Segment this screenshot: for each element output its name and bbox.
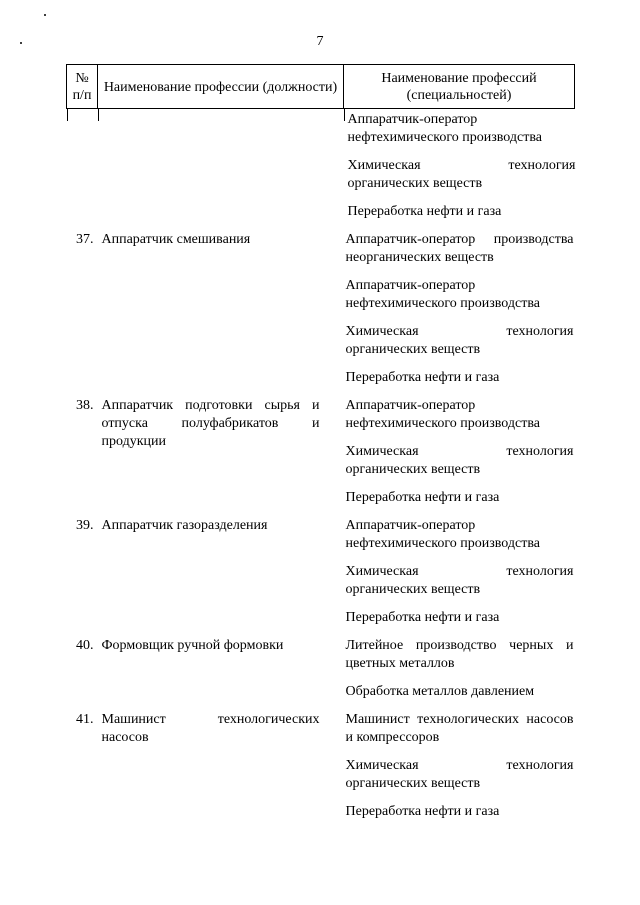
row-number: 39. <box>76 518 94 533</box>
specialty-item: Литейное производство черных и цветных металлов <box>345 638 574 671</box>
specialty-item: Химическая технология органических веществ <box>345 564 574 597</box>
specialty-item: Переработка нефти и газа <box>345 490 500 505</box>
specialty-list <box>344 637 575 701</box>
profession-name: Аппаратчик подготовки сырья и отпуска полуфабрикатов и продукции <box>101 398 320 449</box>
specialty-list <box>344 397 575 507</box>
scan-speck <box>44 14 46 16</box>
table-header-row <box>67 65 575 109</box>
row-number: 37. <box>76 232 94 247</box>
profession-name: Формовщик ручной формовки <box>101 638 284 653</box>
row-number: 40. <box>76 638 94 653</box>
specialty-item: Переработка нефти и газа <box>345 804 500 819</box>
specialty-item: Переработка нефти и газа <box>345 370 500 385</box>
table-row <box>67 397 575 517</box>
specialty-item: Переработка нефти и газа <box>345 610 500 625</box>
specialty-item: Химическая технология органических веществ <box>345 444 574 477</box>
table-row <box>67 231 575 397</box>
row-number: 41. <box>76 712 94 727</box>
specialty-item: Аппаратчик-оператор производства неорганических веществ <box>345 232 574 265</box>
specialty-item: Аппаратчик-оператор нефтехимического производства <box>345 398 540 431</box>
professions-table <box>66 64 575 831</box>
specialty-item: Химическая технология органических веществ <box>345 758 574 791</box>
table-row <box>67 517 575 637</box>
header-num: № п/п <box>67 65 98 109</box>
specialty-item: Аппаратчик-оператор нефтехимического производства <box>345 518 540 551</box>
table-row <box>67 711 575 831</box>
specialty-item: Аппаратчик-оператор нефтехимического производства <box>345 278 540 311</box>
row-number: 38. <box>76 398 94 413</box>
specialty-item: Аппаратчик-оператор нефтехимического производства <box>347 112 542 145</box>
specialty-item: Химическая технология органических веществ <box>345 324 574 357</box>
specialty-list <box>344 231 575 387</box>
page-number: 7 <box>316 34 324 49</box>
profession-name: Машинист технологических насосов <box>101 712 320 745</box>
specialty-item: Химическая технология органических веществ <box>347 158 576 191</box>
specialty-item: Переработка нефти и газа <box>347 204 502 219</box>
specialty-item: Обработка металлов давлением <box>345 684 535 699</box>
header-specialty: Наименование профессий (специальностей) <box>344 65 575 109</box>
profession-name: Аппаратчик газоразделения <box>101 518 268 533</box>
specialty-item: Машинист технологических насосов и компрессоров <box>345 712 574 745</box>
table-row <box>67 637 575 711</box>
continuation-row <box>67 109 575 232</box>
profession-name: Аппаратчик смешивания <box>101 232 251 247</box>
specialty-list <box>344 711 575 821</box>
header-profession: Наименование профессии (должности) <box>98 65 344 109</box>
specialty-list <box>344 517 575 627</box>
